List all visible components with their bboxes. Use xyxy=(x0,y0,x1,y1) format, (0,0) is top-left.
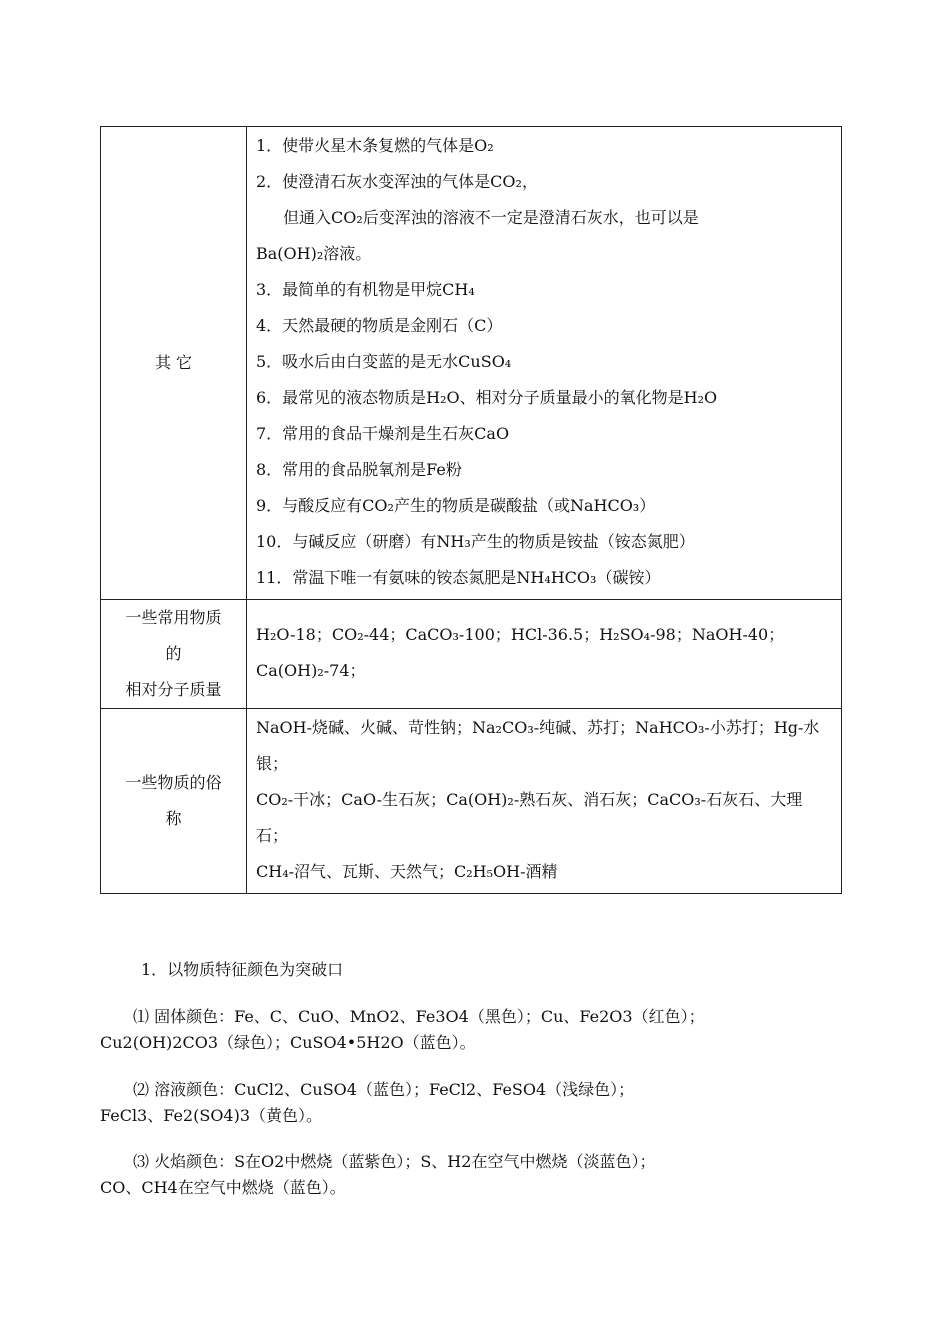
facts-table xyxy=(100,126,842,894)
fact-line: 11．常温下唯一有氨味的铵态氮肥是NH₄HCO₃（碳铵） xyxy=(256,568,661,587)
fact-line: 10．与碱反应（研磨）有NH₃产生的物质是铵盐（铵态氮肥） xyxy=(256,532,695,551)
row-content-molar-mass xyxy=(247,600,842,709)
row-content-other xyxy=(247,127,842,600)
section-heading: 1．以物质特征颜色为突破口 xyxy=(141,960,344,979)
label-line: 相对分子质量 xyxy=(125,680,222,699)
row-content-common-names xyxy=(247,709,842,894)
common-names-line: NaOH-烧碱、火碱、苛性钠；Na₂CO₃-纯碱、苏打；NaHCO₃-小苏打；Hg-水银； xyxy=(256,718,820,773)
fact-line: 3．最简单的有机物是甲烷CH₄ xyxy=(256,280,475,299)
item-line: Cu2(OH)2CO3（绿色）；CuSO4•5H2O（蓝色）。 xyxy=(100,1033,476,1052)
fact-line: 1．使带火星木条复燃的气体是O₂ xyxy=(256,136,494,155)
color-item-solution xyxy=(100,1077,800,1129)
fact-line: 7．常用的食品干燥剂是生石灰CaO xyxy=(256,424,510,443)
common-names-line: CH₄-沼气、瓦斯、天然气；C₂H₅OH-酒精 xyxy=(256,862,558,881)
item-line: ⑶ 火焰颜色：S在O2中燃烧（蓝紫色）；S、H2在空气中燃烧（淡蓝色）； xyxy=(133,1152,656,1171)
fact-line: 5．吸水后由白变蓝的是无水CuSO₄ xyxy=(256,352,512,371)
row-label-molar-mass xyxy=(101,600,247,709)
fact-line: 9．与酸反应有CO₂产生的物质是碳酸盐（或NaHCO₃） xyxy=(256,496,656,515)
molar-mass-text: H₂O-18；CO₂-44；CaCO₃-100；HCl-36.5；H₂SO₄-98；NaOH-40；Ca(OH)₂-74； xyxy=(256,625,785,680)
label-line: 的 xyxy=(165,644,182,663)
item-line: FeCl3、Fe2(SO4)3（黄色）。 xyxy=(100,1106,323,1125)
fact-line: 6．最常见的液态物质是H₂O、相对分子质量最小的氧化物是H₂O xyxy=(256,388,718,407)
fact-line: Ba(OH)₂溶液。 xyxy=(256,244,372,263)
item-line: ⑵ 溶液颜色：CuCl2、CuSO4（蓝色）；FeCl2、FeSO4（浅绿色）； xyxy=(133,1080,635,1099)
common-names-line: CO₂-干冰；CaO-生石灰；Ca(OH)₂-熟石灰、消石灰；CaCO₃-石灰石、大理石； xyxy=(256,790,803,845)
fact-line: 2．使澄清石灰水变浑浊的气体是CO₂， xyxy=(256,172,538,191)
item-line: ⑴ 固体颜色：Fe、C、CuO、MnO2、Fe3O4（黑色）；Cu、Fe2O3（红色）； xyxy=(133,1007,705,1026)
table-row xyxy=(101,127,842,600)
label-line: 一些物质的俗 xyxy=(125,773,222,792)
label-line: 称 xyxy=(165,809,182,828)
fact-line: 8．常用的食品脱氧剂是Fe粉 xyxy=(256,460,462,479)
fact-line: 4．天然最硬的物质是金刚石（C） xyxy=(256,316,503,335)
label-line: 一些常用物质 xyxy=(125,608,222,627)
table-row xyxy=(101,709,842,894)
item-line: CO、CH4在空气中燃烧（蓝色）。 xyxy=(100,1178,346,1197)
color-item-solid xyxy=(100,1004,800,1056)
fact-line: 但通入CO₂后变浑浊的溶液不一定是澄清石灰水，也可以是 xyxy=(283,208,699,227)
color-item-flame xyxy=(100,1149,800,1201)
table-row xyxy=(101,600,842,709)
row-label-common-names xyxy=(101,709,247,894)
row-label-other: 其 它 xyxy=(101,127,247,600)
